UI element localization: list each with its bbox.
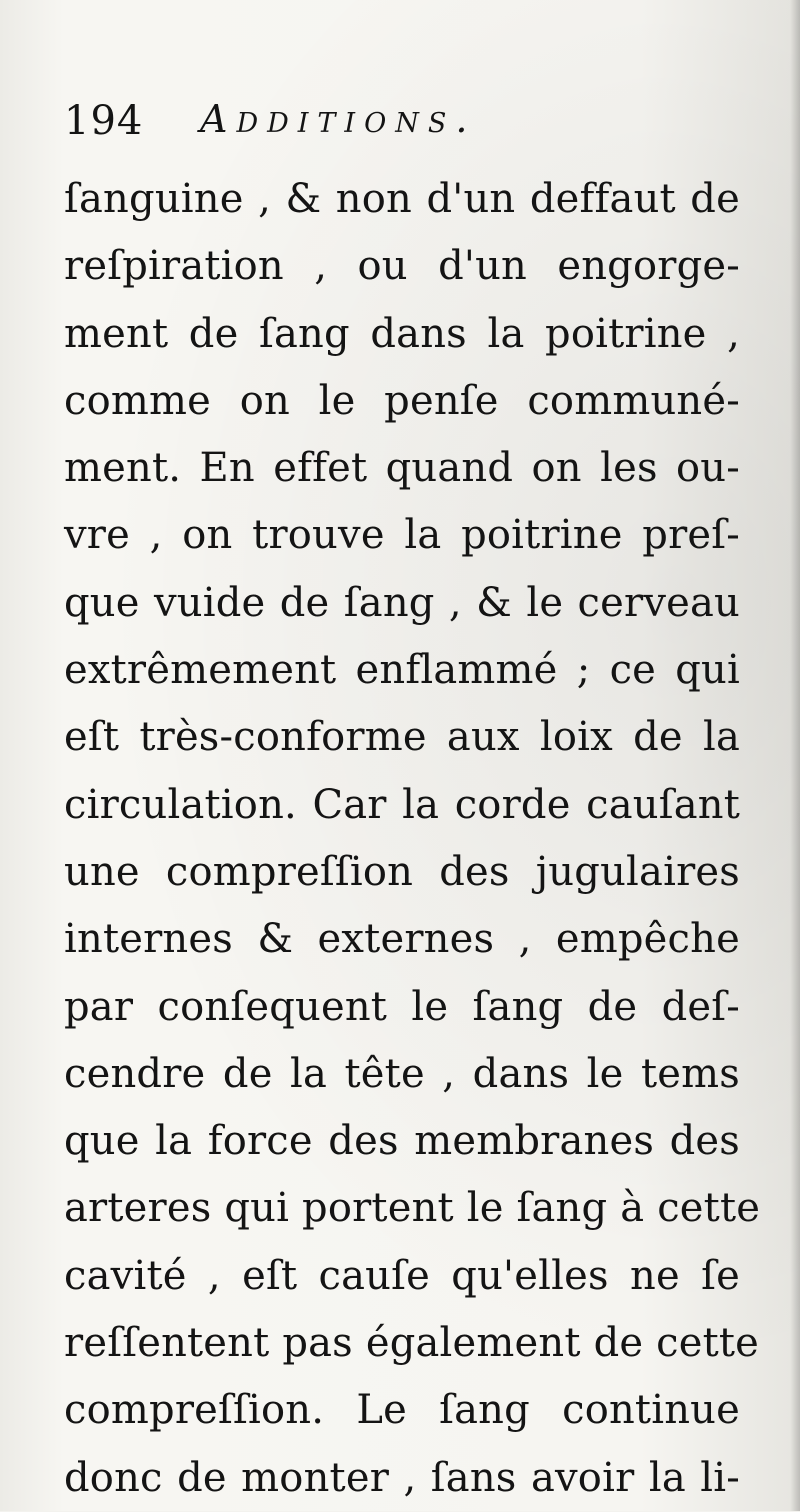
text-line: arteres qui portent le ſang à cette — [64, 1185, 761, 1232]
text-line: ment. En effet quand on les ou- — [64, 445, 740, 492]
text-line: compreſſion. Le ſang continue — [64, 1387, 740, 1434]
text-line: par conſequent le ſang de deſ- — [64, 983, 740, 1030]
text-line: cendre de la tête , dans le tems — [64, 1050, 740, 1097]
text-line: extrêmement enflammé ; ce qui — [64, 647, 740, 694]
text-line: ſanguine , & non d'un deffaut de — [64, 176, 740, 222]
text-line: que vuide de ſang , & le cerveau — [64, 579, 740, 626]
page-number: 194 — [64, 98, 144, 144]
text-line: donc de monter , ſans avoir la li- — [64, 1454, 740, 1501]
text-line: vre , on trouve la poitrine preſ- — [64, 512, 740, 559]
text-line: circulation. Car la corde cauſant — [64, 781, 740, 828]
text-line: ment de ſang dans la poitrine , — [64, 310, 740, 357]
text-line: une compreſſion des jugulaires — [64, 848, 740, 895]
text-line: que la force des membranes des — [64, 1118, 740, 1165]
running-head: Additions. — [200, 97, 477, 141]
text-line: internes & externes , empêche — [64, 916, 740, 963]
text-line: reſpiration , ou d'un engorge- — [64, 243, 740, 290]
page-header — [64, 92, 744, 154]
text-line: comme on le penſe communé- — [64, 377, 740, 424]
text-line: cavité , eſt cauſe qu'elles ne ſe — [64, 1252, 740, 1299]
page-edge-shadow — [790, 0, 800, 1511]
text-line: eſt très-conforme aux loix de la — [64, 714, 740, 761]
text-line: reſſentent pas également de cette — [64, 1320, 760, 1367]
body-text — [64, 166, 761, 1512]
